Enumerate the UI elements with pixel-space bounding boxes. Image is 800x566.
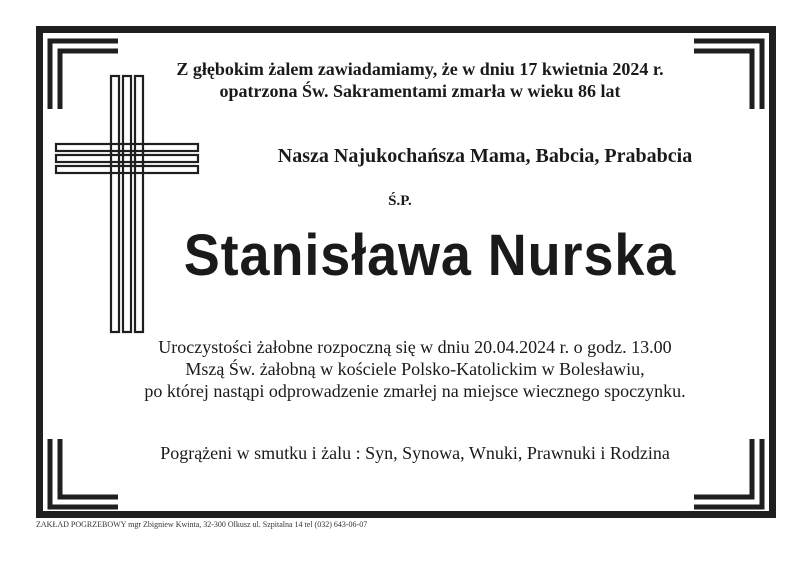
deceased-name: Stanisława Nurska xyxy=(183,223,677,288)
ceremony-line-2: Mszą Św. żałobną w kościele Polsko-Katolickim w Bolesławiu, xyxy=(185,359,645,379)
death-announcement xyxy=(70,58,770,102)
announcement-line-2: opatrzona Św. Sakramentami zmarła w wieku 86 lat xyxy=(219,81,621,101)
announcement-line-1: Z głębokim żalem zawiadamiamy, że w dniu 17 kwietnia 2024 r. xyxy=(176,59,664,79)
relation-line: Nasza Najukochańsza Mama, Babcia, Prababcia xyxy=(277,145,693,167)
funeral-home-footer: ZAKŁAD POGRZEBOWY mgr Zbigniew Kwinta, 32-300 Olkusz ul. Szpitalna 14 tel (032) 643-06-07 xyxy=(36,520,368,529)
cross-icon xyxy=(54,74,200,334)
ceremony-line-3: po której nastąpi odprowadzenie zmarłej na miejsce wiecznego spoczynku. xyxy=(144,381,686,401)
mourners-line: Pogrążeni w smutku i żalu : Syn, Synowa, Wnuki, Prawnuki i Rodzina xyxy=(160,443,670,463)
ceremony-details xyxy=(70,336,760,402)
honorific: Ś.P. xyxy=(388,193,412,209)
ceremony-line-1: Uroczystości żałobne rozpoczną się w dniu 20.04.2024 r. o godz. 13.00 xyxy=(158,337,672,357)
